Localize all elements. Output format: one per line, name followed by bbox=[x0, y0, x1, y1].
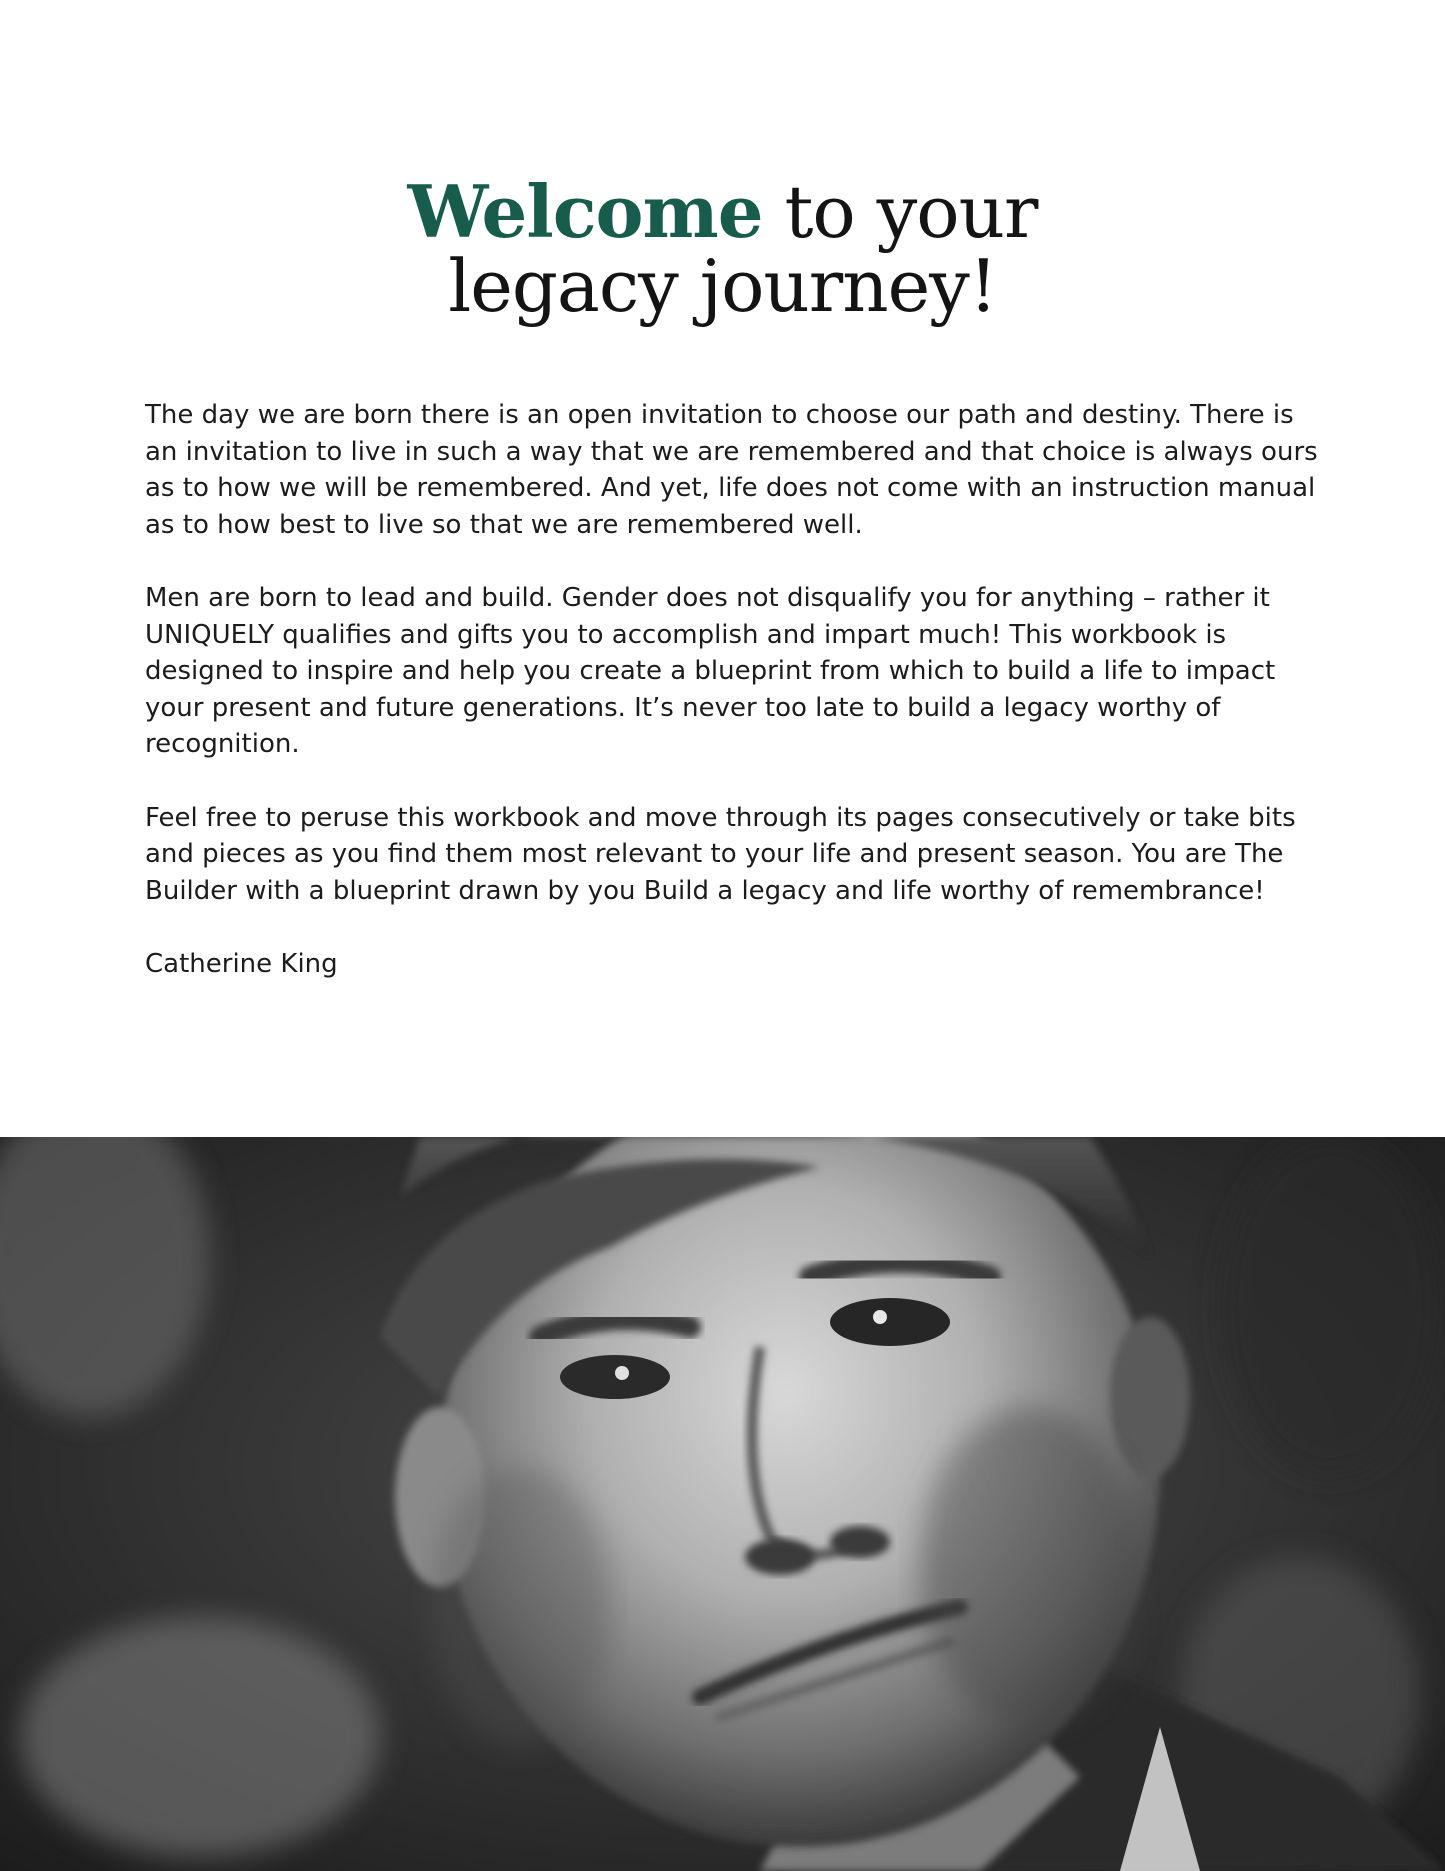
title-rest-line1: to your bbox=[762, 170, 1038, 254]
paragraph-3: Feel free to peruse this workbook and move through its pages consecutively or take bits and pieces as you find them most relevant to your life and present season. You are The Builder with a blueprint drawn by you Build a legacy and life worthy of remembrance! bbox=[145, 802, 1296, 906]
title-line2: legacy journey! bbox=[448, 244, 997, 328]
portrait-photo-icon bbox=[0, 1137, 1445, 1871]
body-text bbox=[145, 397, 1320, 1019]
title-highlight: Welcome bbox=[407, 169, 763, 254]
page-title bbox=[0, 169, 1445, 328]
portrait-photo bbox=[0, 1137, 1445, 1871]
paragraph-1: The day we are born there is an open invitation to choose our path and destiny. There is an invitation to live in such a way that we are remembered and that choice is always ours as to how we will be remembered. And yet, life does not come with an instruction manual as to how best to live so that we are remembered well. bbox=[145, 400, 1318, 540]
signature: Catherine King bbox=[145, 948, 338, 979]
paragraph-2: Men are born to lead and build. Gender does not disqualify you for anything – rather it UNIQUELY qualifies and gifts you to accomplish and impart much! This workbook is designed to inspire and help you create a blueprint from which to build a life to impact your present and future generations. It’s never too late to build a legacy worthy of recognition. bbox=[145, 582, 1276, 760]
